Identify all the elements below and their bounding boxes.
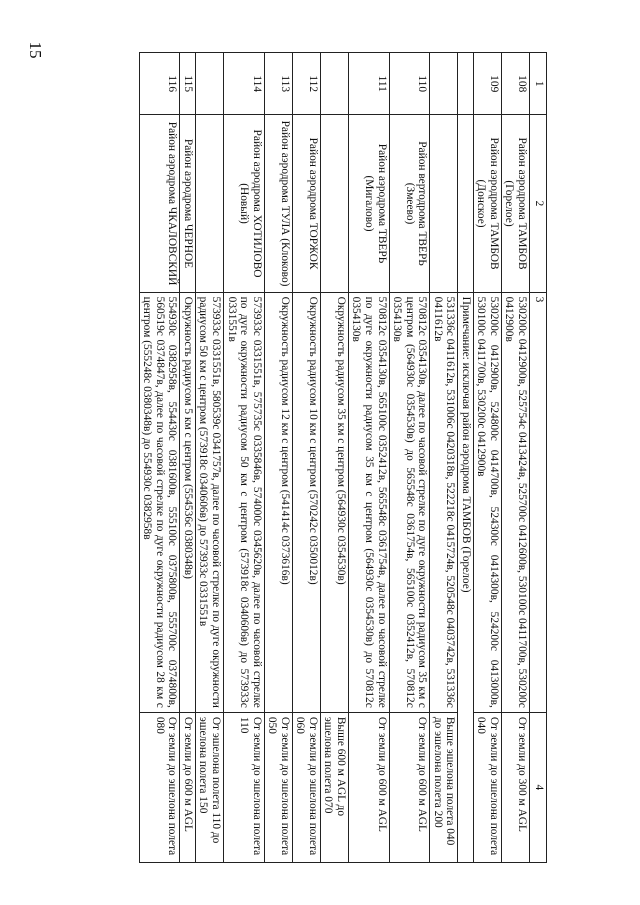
area-name [430,115,458,292]
row-number [195,53,223,115]
table-row [473,53,501,863]
area-name: Район аэродрома ХОТИЛОВО (Новый) [223,115,264,292]
area-name: Район аэродрома ЧКАЛОВСКИЙ [139,115,180,292]
altitude-limits: От земли до эшелона полета 110 [223,712,264,862]
row-number: 116 [139,53,180,115]
rotated-table-container [77,52,547,863]
page-number: 15 [26,41,45,59]
coordinates-cell: Окружность радиусом 35 км с центром (564930с 0354530в) [320,292,348,712]
altitude-limits: От земли до эшелона полета 060 [292,712,320,862]
area-name: Район вертодрома ТВЕРЬ (Змеево) [389,115,430,292]
area-name: Район аэродрома ТОРЖОК [292,115,320,292]
row-number: 112 [292,53,320,115]
table-row [292,53,320,863]
row-number: 114 [223,53,264,115]
table-row [139,53,180,863]
altitude-limits: От земли до эшелона полета 040 [473,712,501,862]
coordinates-cell: 570812с 0354130в, далее по часовой стрелке по дуге окружности радиусом 35 км с центром (564930с 0354530в) до 565548с 0361754в, 565100с 0352412в, 570812с 0354130в [389,292,430,712]
coordinates-cell: 531336с 0411612в, 531006с 0420318в, 522218с 0415724в, 520548с 0403742в, 531336с 0411612в [430,292,458,712]
area-name: Район аэродрома ТВЕРЬ (Мигалово) [348,115,389,292]
table-row [389,53,430,863]
table-row [180,53,196,863]
altitude-limits: От эшелона полета 110 до эшелона полета 150 [195,712,223,862]
area-name: Район аэродрома ТАМБОВ (Донское) [473,115,501,292]
altitude-limits: От земли до 600 м AGL [348,712,389,862]
coordinates-cell: 573933с 0331551в, 575735с 0335846в, 574000с 0345620в, далее по часовой стрелке по дуге окружности радиусом 50 км с центром (573918с 0340606в) до 573933с 0331551в [223,292,264,712]
area-name: Район аэродрома ТАМБОВ (Горелое) [501,115,529,292]
area-name [320,115,348,292]
row-number [458,53,474,115]
coordinates-cell: Окружность радиусом 12 км с центром (541414с 0373616в) [264,292,292,712]
header-col-1: 1 [530,53,547,115]
table-row [195,53,223,863]
altitude-limits: От земли до 300 м AGL [501,712,529,862]
area-name [195,115,223,292]
header-col-4: 4 [530,712,547,862]
table-body [139,53,529,863]
area-name [458,115,474,292]
airspace-table [139,52,547,863]
row-number [430,53,458,115]
row-number: 115 [180,53,196,115]
altitude-limits: Выше эшелона полета 040 до эшелона полета 200 [430,712,458,862]
header-col-2: 2 [530,115,547,292]
table-row [223,53,264,863]
table-row [458,53,474,863]
area-name: Район аэродрома ТУЛА (Клоково) [264,115,292,292]
table-row [348,53,389,863]
coordinates-cell: Окружность радиусом 5 км с центром (554536с 0380348в) [180,292,196,712]
altitude-limits: Выше 600 м AGL до эшелона полета 070 [320,712,348,862]
altitude-limits: От земли до 600 м AGL [389,712,430,862]
header-row [530,53,547,863]
altitude-limits: От земли до эшелона полета 080 [139,712,180,862]
coordinates-cell: 570812с 0354130в, 565100с 0352412в, 565548с 0361754в, далее по часовой стрелке по дуге окружности радиусом 35 км с центром (564930с 0354530в) до 570812с 0354130в [348,292,389,712]
row-number: 113 [264,53,292,115]
row-number: 111 [348,53,389,115]
row-number: 110 [389,53,430,115]
table-row [320,53,348,863]
coordinates-cell: 554930с 0382958в, 554430с 0381600в, 555100с 0375800в, 555700с 0374800в, 560519с 0374847в, далее по часовой стрелке по дуге окружности радиусом 28 км с центром (555248с 0380348в) до 554930с 0382958в [139,292,180,712]
header-col-3: 3 [530,292,547,712]
table-row [430,53,458,863]
altitude-limits: От земли до эшелона полета 050 [264,712,292,862]
coordinates-cell: Окружность радиусом 10 км с центром (570242с 0350012в) [292,292,320,712]
area-name: Район аэродрома ЧЕРНОЕ [180,115,196,292]
coordinates-cell: 573933с 0331551в, 580539с 0341757в, далее по часовой стрелке по дуге окружности радиусом 50 км с центром (573918с 0340606в) до 573933с 0331551в [195,292,223,712]
table-row [501,53,529,863]
coordinates-cell: 530200с 0412900в, 524800с 0414700в, 524300с 0414300в, 524200с 0413000в, 530100с 0411700в, 530200с 0412900в [473,292,501,712]
coordinates-cell: 530200с 0412900в, 525754с 0413424в, 525700с 0412600в, 530100с 0411700в, 530200с 0412900в [501,292,529,712]
row-number: 108 [501,53,529,115]
note-cell: Примечание: исключая район аэродрома ТАМБОВ (Горелое) [458,292,474,862]
row-number [320,53,348,115]
altitude-limits: От земли до 600 м AGL [180,712,196,862]
row-number: 109 [473,53,501,115]
table-row [264,53,292,863]
